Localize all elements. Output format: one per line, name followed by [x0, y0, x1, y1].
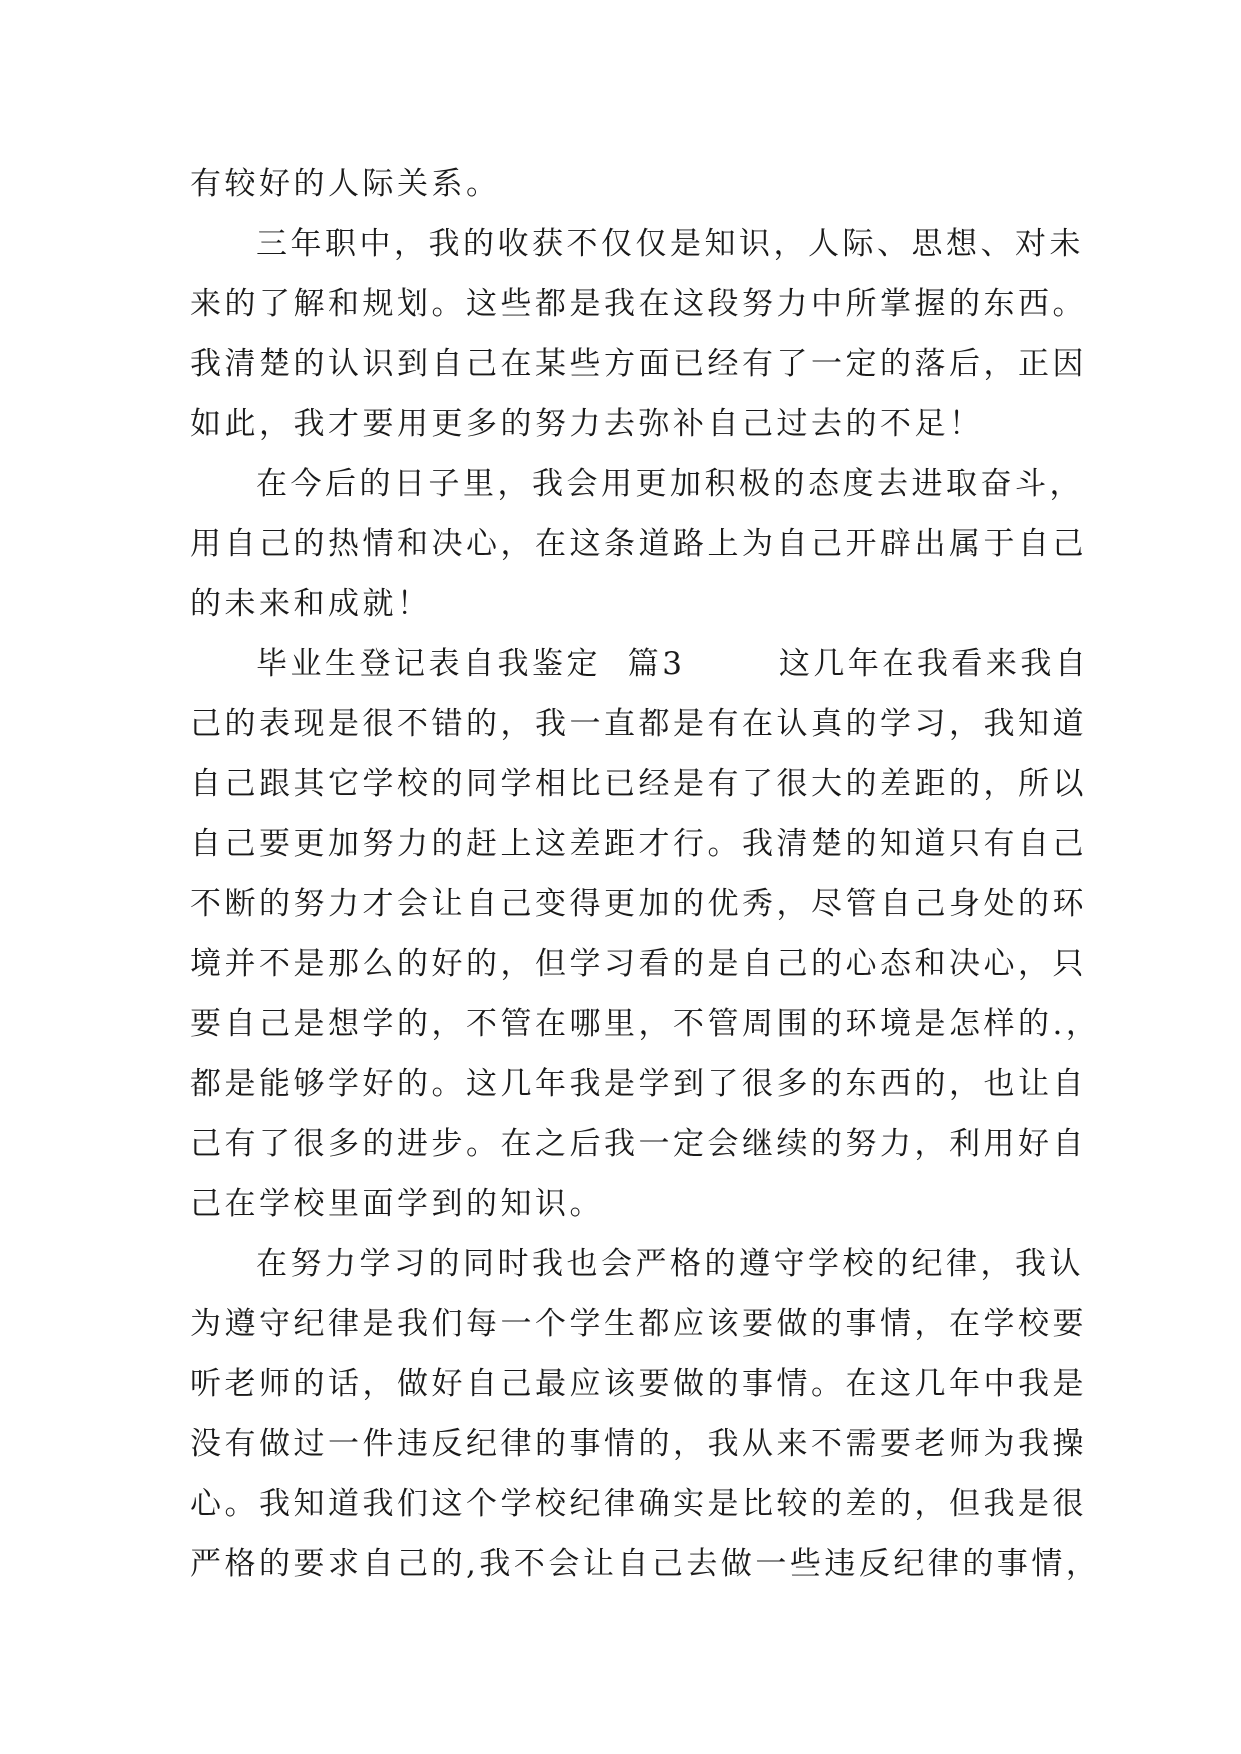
text-line: 如此，我才要用更多的努力去弥补自己过去的不足！: [190, 406, 984, 442]
text-line: 的未来和成就！: [190, 586, 432, 622]
text-line: 没有做过一件违反纪律的事情的，我从来不需要老师为我操: [190, 1426, 1087, 1462]
text-line: 严格的要求自己的,我不会让自己去做一些违反纪律的事情，: [190, 1546, 1101, 1582]
text-line: 听老师的话，做好自己最应该要做的事情。在这几年中我是: [190, 1366, 1087, 1402]
text-line: 来的了解和规划。这些都是我在这段努力中所掌握的东西。: [190, 286, 1087, 322]
text-line: 要自己是想学的，不管在哪里，不管周围的环境是怎样的.，: [190, 1006, 1101, 1042]
text-line: 心。我知道我们这个学校纪律确实是比较的差的，但我是很: [190, 1486, 1087, 1522]
text-line: 用自己的热情和决心，在这条道路上为自己开辟出属于自己: [190, 526, 1087, 562]
text-line: 有较好的人际关系。: [190, 166, 501, 202]
text-line: 己的表现是很不错的，我一直都是有在认真的学习，我知道: [190, 706, 1087, 742]
text-line: 自己跟其它学校的同学相比已经是有了很大的差距的，所以: [190, 766, 1087, 802]
text-line: 境并不是那么的好的，但学习看的是自己的心态和决心，只: [190, 946, 1087, 982]
text-line: 不断的努力才会让自己变得更加的优秀，尽管自己身处的环: [190, 886, 1087, 922]
paragraph-first-line: 在努力学习的同时我也会严格的遵守学校的纪律，我认: [256, 1246, 1084, 1282]
text-line: 都是能够学好的。这几年我是学到了很多的东西的，也让自: [190, 1066, 1087, 1102]
text-line: 己有了很多的进步。在之后我一定会继续的努力，利用好自: [190, 1126, 1087, 1162]
section-heading-line: 毕业生登记表自我鉴定 篇3 这几年在我看来我自: [256, 646, 1090, 682]
text-line: 为遵守纪律是我们每一个学生都应该要做的事情，在学校要: [190, 1306, 1087, 1342]
text-line: 己在学校里面学到的知识。: [190, 1186, 604, 1222]
paragraph-first-line: 在今后的日子里，我会用更加积极的态度去进取奋斗，: [256, 466, 1084, 502]
text-line: 自己要更加努力的赶上这差距才行。我清楚的知道只有自己: [190, 826, 1087, 862]
paragraph-first-line: 三年职中，我的收获不仅仅是知识，人际、思想、对未: [256, 226, 1084, 262]
text-line: 我清楚的认识到自己在某些方面已经有了一定的落后，正因: [190, 346, 1087, 382]
